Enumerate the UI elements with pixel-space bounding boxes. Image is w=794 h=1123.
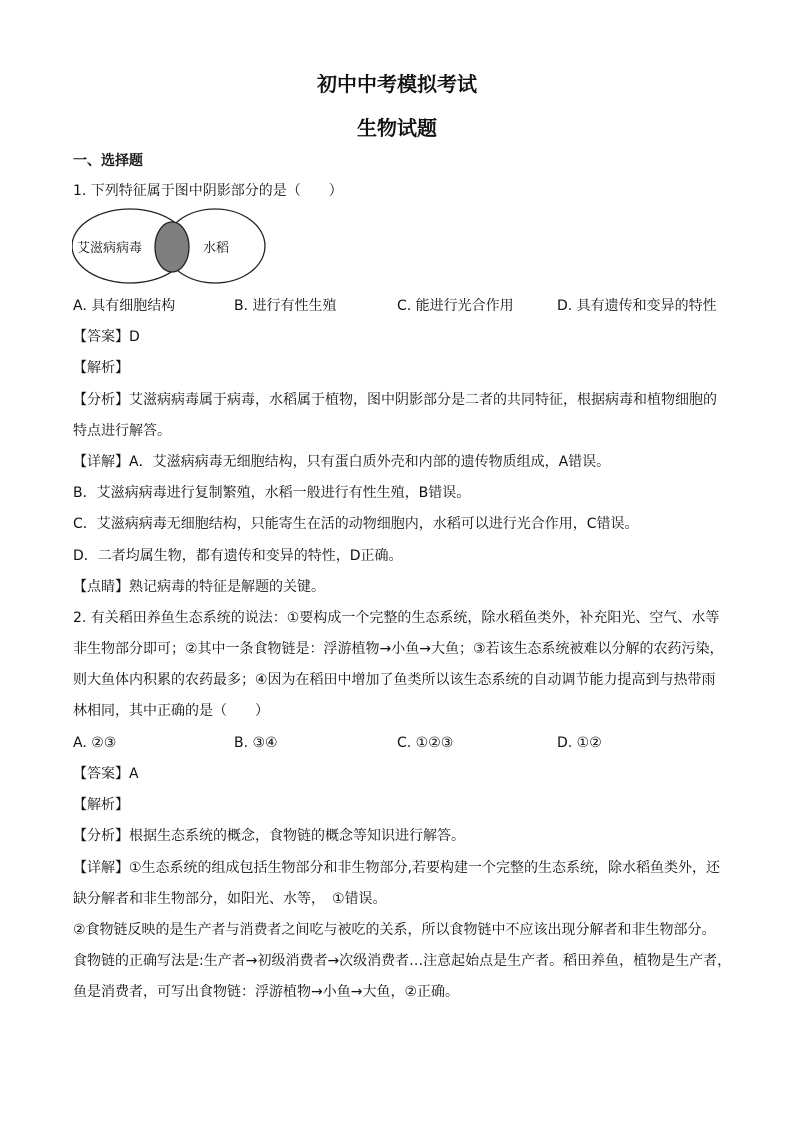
- q2-answer: 【答案】A: [73, 766, 139, 782]
- q1-detail-a: 【详解】A．艾滋病病毒无细胞结构，只有蛋白质外壳和内部的遗传物质组成，A错误。: [73, 454, 611, 470]
- q1-option-c: C. 能进行光合作用: [397, 298, 514, 314]
- q1-detail-c: C．艾滋病病毒无细胞结构，只能寄生在活的动物细胞内，水稻可以进行光合作用，C错误。: [73, 516, 639, 532]
- venn-shaded-overlap: [155, 222, 189, 272]
- q1-stem: 1. 下列特征属于图中阴影部分的是（ ）: [73, 183, 343, 199]
- q1-option-b: B. 进行有性生殖: [234, 298, 337, 314]
- venn-diagram: [72, 186, 272, 288]
- q2-analysis: 【分析】根据生态系统的概念，食物链的概念等知识进行解答。: [73, 828, 465, 844]
- section-heading: 一、选择题: [73, 153, 143, 169]
- q1-detail-b: B．艾滋病病毒进行复制繁殖，水稻一般进行有性生殖，B错误。: [73, 485, 471, 501]
- q2-analysis-heading: 【解析】: [73, 797, 129, 813]
- q1-analysis: 【分析】艾滋病病毒属于病毒，水稻属于植物，图中阴影部分是二者的共同特征，根据病毒和植物细胞的: [73, 392, 717, 408]
- q2-stem-line-2: 非生物部分即可；②其中一条食物链是：浮游植物→小鱼→大鱼；③若该生态系统被难以分解的农药污染，: [73, 641, 724, 657]
- q2-option-b: B. ③④: [234, 735, 278, 751]
- exam-subtitle: 生物试题: [357, 116, 437, 140]
- q2-detail-2: ②食物链反映的是生产者与消费者之间吃与被吃的关系，所以食物链中不应该出现分解者和非生物部分。: [73, 922, 716, 938]
- q1-answer: 【答案】D: [73, 329, 140, 345]
- q2-detail-2-cont: 食物链的正确写法是:生产者→初级消费者→次级消费者…注意起始点是生产者。稻田养鱼，植物是生产者，: [73, 953, 732, 969]
- q2-option-c: C. ①②③: [397, 735, 454, 751]
- q2-option-a: A. ②③: [73, 735, 117, 751]
- q2-stem-line-4: 林相同，其中正确的是（ ）: [73, 703, 269, 719]
- q2-stem-line-3: 则大鱼体内积累的农药最多；④因为在稻田中增加了鱼类所以该生态系统的自动调节能力提高到与热带雨: [73, 672, 716, 688]
- venn-right-label: 水稻: [203, 241, 230, 256]
- q1-option-a: A. 具有细胞结构: [73, 298, 176, 314]
- q2-detail-2-end: 鱼是消费者，可写出食物链：浮游植物→小鱼→大鱼，②正确。: [73, 984, 460, 1000]
- q1-detail-d: D．二者均属生物，都有遗传和变异的特性，D正确。: [73, 548, 403, 564]
- q2-detail-1: 【详解】①生态系统的组成包括生物部分和非生物部分,若要构建一个完整的生态系统，除水稻鱼类外，还: [73, 860, 720, 876]
- q1-analysis-cont: 特点进行解答。: [73, 423, 171, 439]
- q2-option-d: D. ①②: [557, 735, 602, 751]
- q1-analysis-heading: 【解析】: [73, 360, 129, 376]
- q2-detail-1-cont: 缺分解者和非生物部分，如阳光、水等， ①错误。: [73, 891, 387, 907]
- q1-option-d: D. 具有遗传和变异的特性: [557, 298, 717, 314]
- q1-tip: 【点睛】熟记病毒的特征是解题的关键。: [73, 579, 325, 595]
- q2-stem-line-1: 2. 有关稻田养鱼生态系统的说法：①要构成一个完整的生态系统，除水稻鱼类外，补充阳光、空气、水等: [73, 610, 720, 626]
- venn-left-label: 艾滋病病毒: [77, 241, 143, 256]
- exam-title: 初中中考模拟考试: [317, 72, 477, 96]
